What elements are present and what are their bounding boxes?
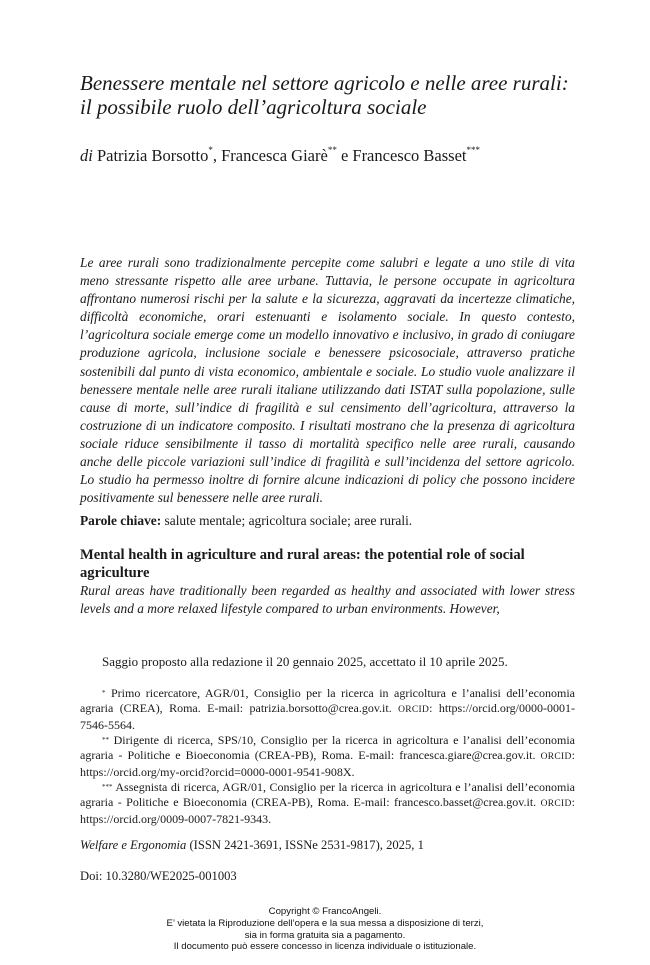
footnote-1-orcid: : https://orcid.org/0000-0001-7546-5564.: [80, 701, 575, 733]
journal-citation: [80, 838, 424, 853]
author-separator-2: e: [336, 146, 353, 165]
author-2: Francesca Giarè: [221, 146, 328, 165]
footnote-1-orcid-label: ORCID: [398, 705, 430, 716]
author-prefix: di: [80, 146, 93, 165]
author-2-footnote-mark: **: [327, 145, 337, 155]
journal-details: (ISSN 2421-3691, ISSNe 2531-9817), 2025, 1: [186, 838, 424, 852]
keywords: [80, 512, 575, 530]
footnote-3-text: Assegnista di ricerca, AGR/01, Consiglio per la ricerca in agricoltura e l’analisi dell’economia agraria - Politiche e Bioeconomia (CREA-PB), Roma. E-mail: francesco.basset@crea.gov.it.: [80, 780, 575, 810]
author-list: [80, 146, 480, 166]
author-1-footnote-mark: *: [208, 145, 213, 155]
footnote-2-orcid-label: ORCID: [540, 752, 572, 763]
keywords-label: Parole chiave:: [80, 513, 162, 528]
footnote-1-text: Primo ricercatore, AGR/01, Consiglio per la ricerca in agricoltura e l’analisi dell’economia agraria (CREA), Roma. E-mail: patrizia.borsotto@crea.gov.it.: [80, 686, 576, 716]
footnote-1-mark: *: [102, 689, 106, 697]
footnote-3-orcid-label: ORCID: [540, 799, 572, 810]
keywords-text: salute mentale; agricoltura sociale; aree rurali.: [161, 513, 413, 528]
footnote-2-orcid: : https://orcid.org/my-orcid?orcid=0000-0001-9541-908X.: [80, 748, 575, 780]
author-3: Francesco Basset: [352, 146, 467, 165]
paper-title-line-2: il possibile ruolo dell’agricoltura sociale: [80, 95, 427, 119]
copyright-line-3: sia in forma gratuita sia a pagamento.: [244, 929, 406, 941]
copyright-line-2: E’ vietata la Riproduzione dell’opera e la sua messa a disposizione di terzi,: [166, 917, 484, 929]
author-separator-1: ,: [212, 146, 222, 165]
footnote-2-mark: **: [102, 736, 109, 744]
abstract-italian: Le aree rurali sono tradizionalmente percepite come salubri e legate a uno stile di vita meno stressante rispetto alle aree urbane. Tuttavia, le persone occupate in agricoltura affrontano numerosi rischi per la salute e la sicurezza, aggravati da incertezze climatiche, difficoltà economiche, orari estenuanti e isolamento sociale. In questo contesto, l’agricoltura sociale emerge come un modello innovativo e inclusivo, in grado di coniugare produzione agricola, inclusione sociale e benessere psicosociale, attraverso pratiche sostenibili dal punto di vista economico, ambientale e sociale. Lo studio vuole analizzare il benessere mentale nelle aree rurali italiane utilizzando dati ISTAT sulla popolazione, sulle cause di morte, sull’indice di fragilità e sul censimento dell’agricoltura, attraverso la costruzione di un indicatore composito. I risultati mostrano che la presenza di agricoltura sociale riduce sensibilmente il tasso di mortalità specifico nelle aree rurali, causando anche delle piccole variazioni sull’indice di fragilità e sull’incidenza del settore agricolo. Lo studio ha permesso inoltre di fornire alcune indicazioni di policy che possono incidere positivamente sul benessere nelle aree rurali.: [80, 255, 575, 506]
copyright-line-1: Copyright © FrancoAngeli.: [268, 906, 382, 917]
copyright-line-4: Il documento può essere concesso in licenza individuale o istituzionale.: [173, 941, 477, 953]
footnote-author-3: [80, 780, 575, 828]
author-1: Patrizia Borsotto: [96, 146, 209, 165]
submission-dates: Saggio proposto alla redazione il 20 gennaio 2025, accettato il 10 aprile 2025.: [102, 654, 508, 669]
journal-name: Welfare e Ergonomia: [80, 838, 187, 852]
paper-title-line-1: Benessere mentale nel settore agricolo e nelle aree rurali:: [80, 71, 569, 95]
footnote-2-text: Dirigente di ricerca, SPS/10, Consiglio per la ricerca in agricoltura e l’analisi dell’economia agraria - Politiche e Bioeconomia (CREA-PB), Roma. E-mail: francesca.giare@crea.gov.it.: [80, 733, 576, 763]
english-title: Mental health in agriculture and rural areas: the potential role of social agriculture: [80, 547, 525, 581]
footnote-author-1: [80, 686, 575, 734]
abstract-english: Rural areas have traditionally been regarded as healthy and associated with lower stress levels and a more relaxed lifestyle compared to urban environments. However,: [80, 583, 575, 617]
paper-title: [80, 71, 600, 119]
footnote-author-2: [80, 733, 575, 781]
copyright-notice: [0, 906, 650, 953]
footnote-3-orcid: : https://orcid.org/0009-0007-7821-9343.: [80, 795, 575, 827]
doi: Doi: 10.3280/WE2025-001003: [80, 869, 237, 883]
footnote-3-mark: ***: [102, 783, 113, 791]
author-3-footnote-mark: ***: [466, 145, 480, 155]
